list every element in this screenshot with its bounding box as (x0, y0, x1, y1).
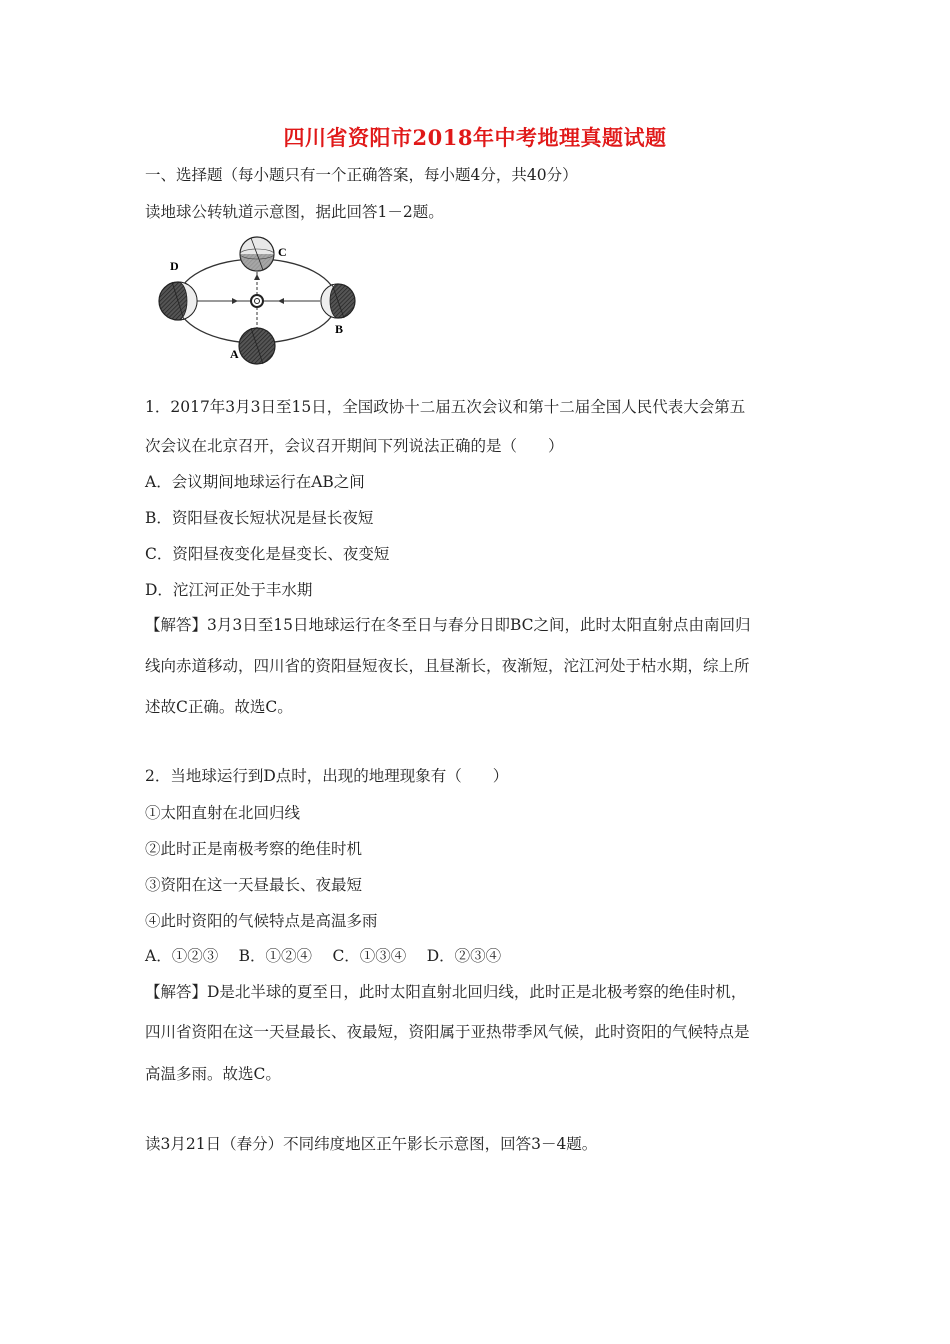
q1-answer-line-3: 述故C正确。故选C。 (145, 698, 293, 716)
earth-d-icon (159, 282, 197, 320)
q2-item-1: ①太阳直射在北回归线 (145, 804, 301, 822)
q2-item-3: ③资阳在这一天昼最长、夜最短 (145, 876, 363, 894)
q1-stem-line-1: 1．2017年3月3日至15日，全国政协十二届五次会议和第十二届全国人民代表大会第五 (145, 398, 746, 416)
earth-c-icon (240, 237, 274, 271)
q1-option-c: C．资阳昼夜变化是昼变长、夜变短 (145, 545, 390, 563)
q2-item-2: ②此时正是南极考察的绝佳时机 (145, 840, 363, 858)
label-c: C (278, 245, 287, 259)
document-title: 四川省资阳市2018年中考地理真题试题 (283, 125, 667, 150)
label-d: D (170, 259, 179, 273)
intro-text: 读地球公转轨道示意图，据此回答1－2题。 (145, 203, 444, 221)
earth-orbit-diagram (150, 230, 365, 365)
q1-stem-line-2: 次会议在北京召开，会议召开期间下列说法正确的是（ ） (145, 437, 564, 455)
section-heading: 一、选择题（每小题只有一个正确答案，每小题4分，共40分） (145, 166, 578, 184)
q2-options: A．①②③ B．①②④ C．①③④ D．②③④ (145, 947, 502, 965)
earth-b-icon (321, 284, 355, 318)
label-a: A (230, 347, 239, 361)
label-b: B (335, 322, 344, 336)
q2-answer-line-1: 【解答】D是北半球的夏至日，此时太阳直射北回归线，此时正是北极考察的绝佳时机， (145, 983, 747, 1001)
q2-answer-line-3: 高温多雨。故选C。 (145, 1065, 281, 1083)
intro-text-2: 读3月21日（春分）不同纬度地区正午影长示意图，回答3－4题。 (145, 1135, 598, 1153)
q2-item-4: ④此时资阳的气候特点是高温多雨 (145, 912, 378, 930)
q1-option-a: A．会议期间地球运行在AB之间 (145, 473, 365, 491)
q1-option-d: D．沱江河正处于丰水期 (145, 581, 313, 599)
q2-stem: 2．当地球运行到D点时，出现的地理现象有（ ） (145, 767, 509, 785)
earth-a-icon (239, 328, 275, 364)
sun-icon (251, 295, 263, 307)
q1-answer-line-2: 线向赤道移动，四川省的资阳昼短夜长，且昼渐长，夜渐短，沱江河处于枯水期，综上所 (145, 657, 750, 675)
q2-answer-line-2: 四川省资阳在这一天昼最长、夜最短，资阳属于亚热带季风气候，此时资阳的气候特点是 (145, 1023, 750, 1041)
q1-answer-line-1: 【解答】3月3日至15日地球运行在冬至日与春分日即BC之间，此时太阳直射点由南回归 (145, 616, 751, 634)
q1-option-b: B．资阳昼夜长短状况是昼长夜短 (145, 509, 374, 527)
